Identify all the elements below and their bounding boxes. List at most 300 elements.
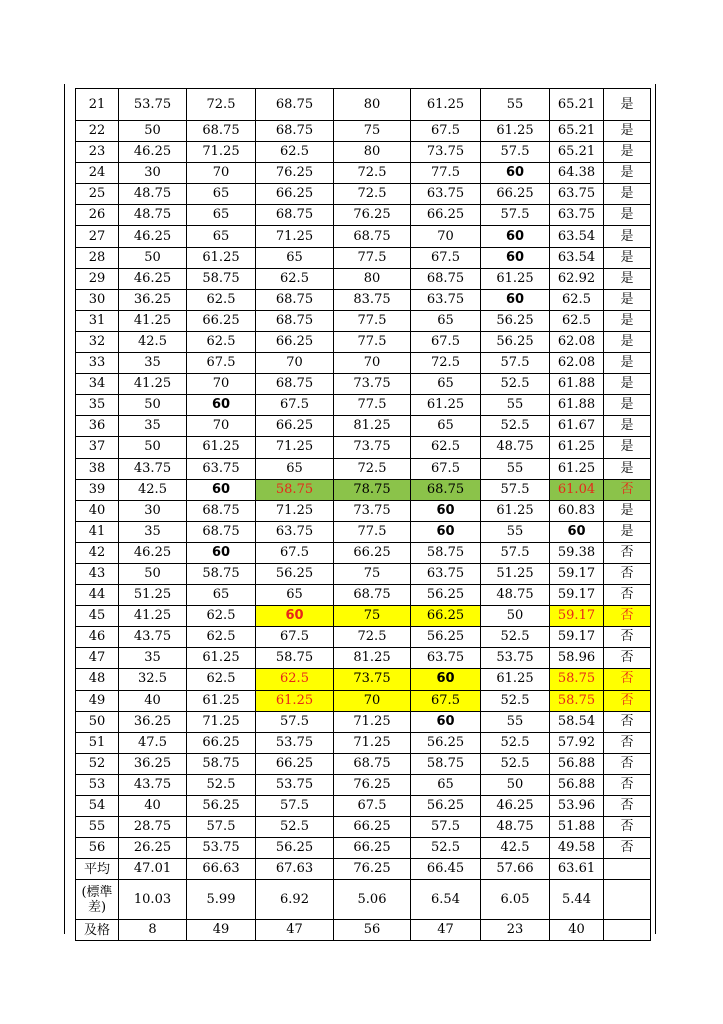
score-cell: 71.25 <box>256 226 334 247</box>
mean-cell: 63.61 <box>550 859 604 880</box>
score-cell: 50 <box>119 395 187 416</box>
score-cell: 35 <box>119 648 187 669</box>
pass-status-cell: 是 <box>604 247 651 268</box>
score-cell: 68.75 <box>256 205 334 226</box>
pass-count-cell: 47 <box>411 920 481 941</box>
score-cell: 68.75 <box>256 374 334 395</box>
pass-count-cell: 8 <box>119 920 187 941</box>
score-cell: 41.25 <box>119 374 187 395</box>
mean-cell: 57.66 <box>481 859 550 880</box>
score-cell: 67.5 <box>411 331 481 352</box>
score-cell: 48.75 <box>481 585 550 606</box>
pass-status-cell: 是 <box>604 310 651 331</box>
score-cell: 61.25 <box>481 669 550 690</box>
score-cell: 51.25 <box>119 585 187 606</box>
row-number-cell: 53 <box>76 774 119 795</box>
pass-status-cell: 否 <box>604 796 651 817</box>
score-cell: 48.75 <box>481 437 550 458</box>
score-cell: 50 <box>481 606 550 627</box>
score-cell: 59.17 <box>550 563 604 584</box>
score-cell: 61.25 <box>550 437 604 458</box>
score-cell: 50 <box>119 247 187 268</box>
score-cell: 68.75 <box>256 310 334 331</box>
row-number-cell: 55 <box>76 817 119 838</box>
table-row <box>76 247 651 268</box>
pass-status-cell: 是 <box>604 226 651 247</box>
score-cell: 77.5 <box>334 331 411 352</box>
summary-row-mean <box>76 859 651 880</box>
score-cell: 81.25 <box>334 648 411 669</box>
pass-status-cell: 是 <box>604 121 651 142</box>
score-cell: 67.5 <box>334 796 411 817</box>
empty-cell <box>604 920 651 941</box>
mean-cell: 76.25 <box>334 859 411 880</box>
table-row <box>76 395 651 416</box>
score-cell: 57.92 <box>550 732 604 753</box>
score-cell: 68.75 <box>256 289 334 310</box>
pass-status-cell: 是 <box>604 289 651 310</box>
stdev-cell: 6.92 <box>256 880 334 920</box>
pass-count-cell: 56 <box>334 920 411 941</box>
score-cell: 60 <box>411 500 481 521</box>
score-cell: 46.25 <box>119 142 187 163</box>
stdev-label-line: (標準 <box>81 884 113 900</box>
score-cell: 60 <box>481 289 550 310</box>
row-number-cell: 56 <box>76 838 119 859</box>
score-cell: 57.5 <box>481 205 550 226</box>
pass-count-cell: 23 <box>481 920 550 941</box>
score-cell: 56.25 <box>256 563 334 584</box>
score-cell: 83.75 <box>334 289 411 310</box>
score-cell: 61.25 <box>481 121 550 142</box>
score-cell: 67.5 <box>256 542 334 563</box>
score-cell: 36.25 <box>119 289 187 310</box>
score-cell: 61.25 <box>187 437 256 458</box>
score-cell: 60 <box>187 542 256 563</box>
score-cell: 68.75 <box>334 226 411 247</box>
table-row <box>76 289 651 310</box>
score-cell: 64.38 <box>550 163 604 184</box>
score-cell: 76.25 <box>256 163 334 184</box>
score-cell: 72.5 <box>334 627 411 648</box>
pass-status-cell: 否 <box>604 606 651 627</box>
score-cell: 58.75 <box>411 542 481 563</box>
score-cell: 63.75 <box>187 458 256 479</box>
pass-status-cell: 否 <box>604 563 651 584</box>
pass-status-cell: 否 <box>604 648 651 669</box>
pass-status-cell: 否 <box>604 817 651 838</box>
score-cell: 59.17 <box>550 585 604 606</box>
score-cell: 68.75 <box>256 121 334 142</box>
pass-status-cell: 是 <box>604 205 651 226</box>
score-cell: 30 <box>119 163 187 184</box>
score-cell: 68.75 <box>187 121 256 142</box>
stdev-cell: 10.03 <box>119 880 187 920</box>
score-cell: 26.25 <box>119 838 187 859</box>
score-cell: 65 <box>187 226 256 247</box>
table-row <box>76 817 651 838</box>
score-cell: 53.75 <box>256 774 334 795</box>
score-cell: 60 <box>411 669 481 690</box>
score-cell: 55 <box>481 89 550 121</box>
score-cell: 72.5 <box>334 163 411 184</box>
row-number-cell: 25 <box>76 184 119 205</box>
score-cell: 62.5 <box>550 310 604 331</box>
stdev-cell: 6.05 <box>481 880 550 920</box>
score-cell: 77.5 <box>411 163 481 184</box>
pass-status-cell: 否 <box>604 690 651 711</box>
score-cell: 67.5 <box>256 395 334 416</box>
score-cell: 66.25 <box>256 184 334 205</box>
score-cell: 62.5 <box>256 268 334 289</box>
score-cell: 57.5 <box>481 542 550 563</box>
score-cell: 62.5 <box>187 606 256 627</box>
score-cell: 63.54 <box>550 247 604 268</box>
score-cell: 62.5 <box>256 142 334 163</box>
table-row <box>76 268 651 289</box>
pass-count-label: 及格 <box>76 920 119 941</box>
score-cell: 63.75 <box>411 648 481 669</box>
pass-status-cell: 否 <box>604 753 651 774</box>
score-cell: 71.25 <box>187 142 256 163</box>
table-row <box>76 521 651 542</box>
score-cell: 52.5 <box>256 817 334 838</box>
pass-status-cell: 否 <box>604 585 651 606</box>
score-cell: 70 <box>334 353 411 374</box>
table-row <box>76 690 651 711</box>
score-cell: 61.25 <box>411 89 481 121</box>
score-cell: 52.5 <box>481 690 550 711</box>
score-cell: 62.5 <box>187 331 256 352</box>
table-row <box>76 226 651 247</box>
score-cell: 65 <box>256 458 334 479</box>
pass-status-cell: 是 <box>604 268 651 289</box>
table-row <box>76 142 651 163</box>
score-cell: 68.75 <box>256 89 334 121</box>
table-row <box>76 711 651 732</box>
score-cell: 60 <box>187 395 256 416</box>
score-cell: 58.54 <box>550 711 604 732</box>
score-cell: 60 <box>481 226 550 247</box>
mean-cell: 66.45 <box>411 859 481 880</box>
row-number-cell: 45 <box>76 606 119 627</box>
score-cell: 67.5 <box>411 121 481 142</box>
score-cell: 68.75 <box>334 753 411 774</box>
pass-count-cell: 49 <box>187 920 256 941</box>
score-cell: 68.75 <box>411 479 481 500</box>
score-cell: 51.88 <box>550 817 604 838</box>
score-cell: 61.88 <box>550 374 604 395</box>
score-cell: 56.25 <box>481 310 550 331</box>
score-cell: 55 <box>481 395 550 416</box>
score-cell: 46.25 <box>481 796 550 817</box>
mean-cell: 67.63 <box>256 859 334 880</box>
score-cell: 57.5 <box>481 353 550 374</box>
score-cell: 77.5 <box>334 395 411 416</box>
pass-status-cell: 是 <box>604 374 651 395</box>
score-cell: 43.75 <box>119 774 187 795</box>
score-cell: 40 <box>119 796 187 817</box>
stdev-cell: 5.44 <box>550 880 604 920</box>
score-cell: 63.75 <box>550 184 604 205</box>
score-cell: 65 <box>256 585 334 606</box>
score-cell: 43.75 <box>119 627 187 648</box>
score-cell: 50 <box>119 563 187 584</box>
score-cell: 55 <box>481 711 550 732</box>
score-cell: 65 <box>411 774 481 795</box>
score-cell: 65 <box>411 374 481 395</box>
score-cell: 56.25 <box>187 796 256 817</box>
score-cell: 55 <box>481 458 550 479</box>
score-cell: 58.75 <box>256 648 334 669</box>
score-cell: 73.75 <box>334 500 411 521</box>
pass-status-cell: 否 <box>604 838 651 859</box>
score-cell: 60 <box>411 711 481 732</box>
score-cell: 60 <box>481 247 550 268</box>
score-cell: 77.5 <box>334 247 411 268</box>
row-number-cell: 22 <box>76 121 119 142</box>
score-cell: 72.5 <box>187 89 256 121</box>
score-cell: 66.25 <box>411 205 481 226</box>
score-cell: 50 <box>481 774 550 795</box>
score-cell: 66.25 <box>481 184 550 205</box>
pass-count-cell: 40 <box>550 920 604 941</box>
table-row <box>76 838 651 859</box>
pass-count-cell: 47 <box>256 920 334 941</box>
row-number-cell: 34 <box>76 374 119 395</box>
table-row <box>76 669 651 690</box>
table-row <box>76 331 651 352</box>
score-cell: 55 <box>481 521 550 542</box>
score-cell: 51.25 <box>481 563 550 584</box>
row-number-cell: 23 <box>76 142 119 163</box>
score-cell: 75 <box>334 563 411 584</box>
score-cell: 60 <box>256 606 334 627</box>
score-cell: 52.5 <box>411 838 481 859</box>
score-cell: 63.75 <box>256 521 334 542</box>
score-cell: 36.25 <box>119 753 187 774</box>
score-cell: 58.75 <box>550 669 604 690</box>
mean-label: 平均 <box>76 859 119 880</box>
score-cell: 71.25 <box>256 500 334 521</box>
score-cell: 70 <box>256 353 334 374</box>
score-cell: 62.5 <box>256 669 334 690</box>
score-cell: 66.25 <box>411 606 481 627</box>
pass-status-cell: 是 <box>604 416 651 437</box>
score-cell: 77.5 <box>334 521 411 542</box>
score-cell: 30 <box>119 500 187 521</box>
score-cell: 52.5 <box>481 753 550 774</box>
row-number-cell: 35 <box>76 395 119 416</box>
pass-status-cell: 是 <box>604 395 651 416</box>
score-cell: 56.25 <box>481 331 550 352</box>
empty-cell <box>604 859 651 880</box>
score-cell: 62.5 <box>187 669 256 690</box>
score-cell: 53.75 <box>481 648 550 669</box>
score-cell: 77.5 <box>334 310 411 331</box>
table-row <box>76 353 651 374</box>
score-cell: 60 <box>411 521 481 542</box>
table-row <box>76 416 651 437</box>
score-cell: 71.25 <box>187 711 256 732</box>
score-cell: 48.75 <box>119 205 187 226</box>
row-number-cell: 46 <box>76 627 119 648</box>
score-cell: 43.75 <box>119 458 187 479</box>
score-cell: 72.5 <box>334 458 411 479</box>
score-cell: 67.5 <box>411 690 481 711</box>
stdev-cell: 5.06 <box>334 880 411 920</box>
row-number-cell: 38 <box>76 458 119 479</box>
score-cell: 62.5 <box>411 437 481 458</box>
score-cell: 56.88 <box>550 774 604 795</box>
row-number-cell: 30 <box>76 289 119 310</box>
score-cell: 62.92 <box>550 268 604 289</box>
score-cell: 50 <box>119 437 187 458</box>
row-number-cell: 33 <box>76 353 119 374</box>
table-row <box>76 479 651 500</box>
score-cell: 53.96 <box>550 796 604 817</box>
pass-status-cell: 是 <box>604 331 651 352</box>
score-cell: 61.25 <box>256 690 334 711</box>
table-row <box>76 732 651 753</box>
score-cell: 63.75 <box>411 563 481 584</box>
score-cell: 71.25 <box>334 732 411 753</box>
score-cell: 70 <box>334 690 411 711</box>
score-cell: 61.88 <box>550 395 604 416</box>
pass-status-cell: 是 <box>604 184 651 205</box>
row-number-cell: 37 <box>76 437 119 458</box>
score-cell: 81.25 <box>334 416 411 437</box>
score-cell: 66.25 <box>334 542 411 563</box>
summary-row-stdev <box>76 880 651 920</box>
score-cell: 60 <box>187 479 256 500</box>
table-row <box>76 163 651 184</box>
table-row <box>76 374 651 395</box>
score-cell: 41.25 <box>119 310 187 331</box>
score-cell: 56.25 <box>411 732 481 753</box>
pass-status-cell: 否 <box>604 774 651 795</box>
empty-cell <box>604 880 651 920</box>
score-cell: 63.75 <box>411 184 481 205</box>
table-row <box>76 121 651 142</box>
stdev-cell: 6.54 <box>411 880 481 920</box>
table-row <box>76 500 651 521</box>
score-cell: 53.75 <box>119 89 187 121</box>
score-cell: 40 <box>119 690 187 711</box>
score-cell: 72.5 <box>334 184 411 205</box>
row-number-cell: 41 <box>76 521 119 542</box>
score-cell: 65 <box>187 205 256 226</box>
score-cell: 42.5 <box>119 331 187 352</box>
table-row <box>76 184 651 205</box>
score-cell: 61.25 <box>187 648 256 669</box>
score-cell: 70 <box>187 416 256 437</box>
pass-status-cell: 否 <box>604 732 651 753</box>
score-cell: 65.21 <box>550 142 604 163</box>
score-cell: 61.25 <box>481 268 550 289</box>
score-cell: 46.25 <box>119 268 187 289</box>
score-cell: 52.5 <box>481 416 550 437</box>
table-row <box>76 774 651 795</box>
row-number-cell: 21 <box>76 89 119 121</box>
table-row <box>76 606 651 627</box>
score-cell: 80 <box>334 268 411 289</box>
score-cell: 65 <box>187 184 256 205</box>
score-cell: 68.75 <box>334 585 411 606</box>
score-cell: 59.38 <box>550 542 604 563</box>
score-cell: 42.5 <box>481 838 550 859</box>
score-cell: 78.75 <box>334 479 411 500</box>
table-row <box>76 437 651 458</box>
score-cell: 56.25 <box>411 627 481 648</box>
score-cell: 58.75 <box>187 563 256 584</box>
row-number-cell: 39 <box>76 479 119 500</box>
score-cell: 76.25 <box>334 205 411 226</box>
score-cell: 61.25 <box>550 458 604 479</box>
score-cell: 75 <box>334 121 411 142</box>
score-cell: 66.25 <box>256 753 334 774</box>
score-cell: 35 <box>119 416 187 437</box>
score-cell: 73.75 <box>411 142 481 163</box>
score-cell: 61.25 <box>187 690 256 711</box>
pass-status-cell: 否 <box>604 542 651 563</box>
row-number-cell: 54 <box>76 796 119 817</box>
row-number-cell: 48 <box>76 669 119 690</box>
score-cell: 52.5 <box>187 774 256 795</box>
score-cell: 57.5 <box>256 796 334 817</box>
mean-cell: 66.63 <box>187 859 256 880</box>
score-cell: 42.5 <box>119 479 187 500</box>
score-cell: 62.08 <box>550 331 604 352</box>
row-number-cell: 36 <box>76 416 119 437</box>
score-cell: 52.5 <box>481 627 550 648</box>
score-cell: 49.58 <box>550 838 604 859</box>
score-cell: 66.25 <box>334 817 411 838</box>
score-cell: 68.75 <box>187 521 256 542</box>
table-row <box>76 89 651 121</box>
score-cell: 73.75 <box>334 374 411 395</box>
pass-status-cell: 否 <box>604 479 651 500</box>
score-cell: 67.5 <box>411 247 481 268</box>
row-number-cell: 44 <box>76 585 119 606</box>
stdev-label-line: 差) <box>87 899 107 915</box>
score-cell: 46.25 <box>119 226 187 247</box>
score-cell: 57.5 <box>411 817 481 838</box>
table-row <box>76 648 651 669</box>
pass-status-cell: 是 <box>604 353 651 374</box>
score-cell: 66.25 <box>256 416 334 437</box>
score-cell: 60 <box>481 163 550 184</box>
score-cell: 47.5 <box>119 732 187 753</box>
row-number-cell: 42 <box>76 542 119 563</box>
score-cell: 48.75 <box>119 184 187 205</box>
score-cell: 66.25 <box>187 310 256 331</box>
score-cell: 53.75 <box>256 732 334 753</box>
score-cell: 67.5 <box>256 627 334 648</box>
score-cell: 58.75 <box>550 690 604 711</box>
score-cell: 60 <box>550 521 604 542</box>
score-cell: 65.21 <box>550 121 604 142</box>
score-cell: 61.25 <box>481 500 550 521</box>
row-number-cell: 31 <box>76 310 119 331</box>
score-cell: 65 <box>411 416 481 437</box>
score-cell: 57.5 <box>256 711 334 732</box>
score-cell: 52.5 <box>481 732 550 753</box>
score-cell: 68.75 <box>187 500 256 521</box>
score-cell: 50 <box>119 121 187 142</box>
pass-status-cell: 否 <box>604 627 651 648</box>
score-cell: 70 <box>411 226 481 247</box>
